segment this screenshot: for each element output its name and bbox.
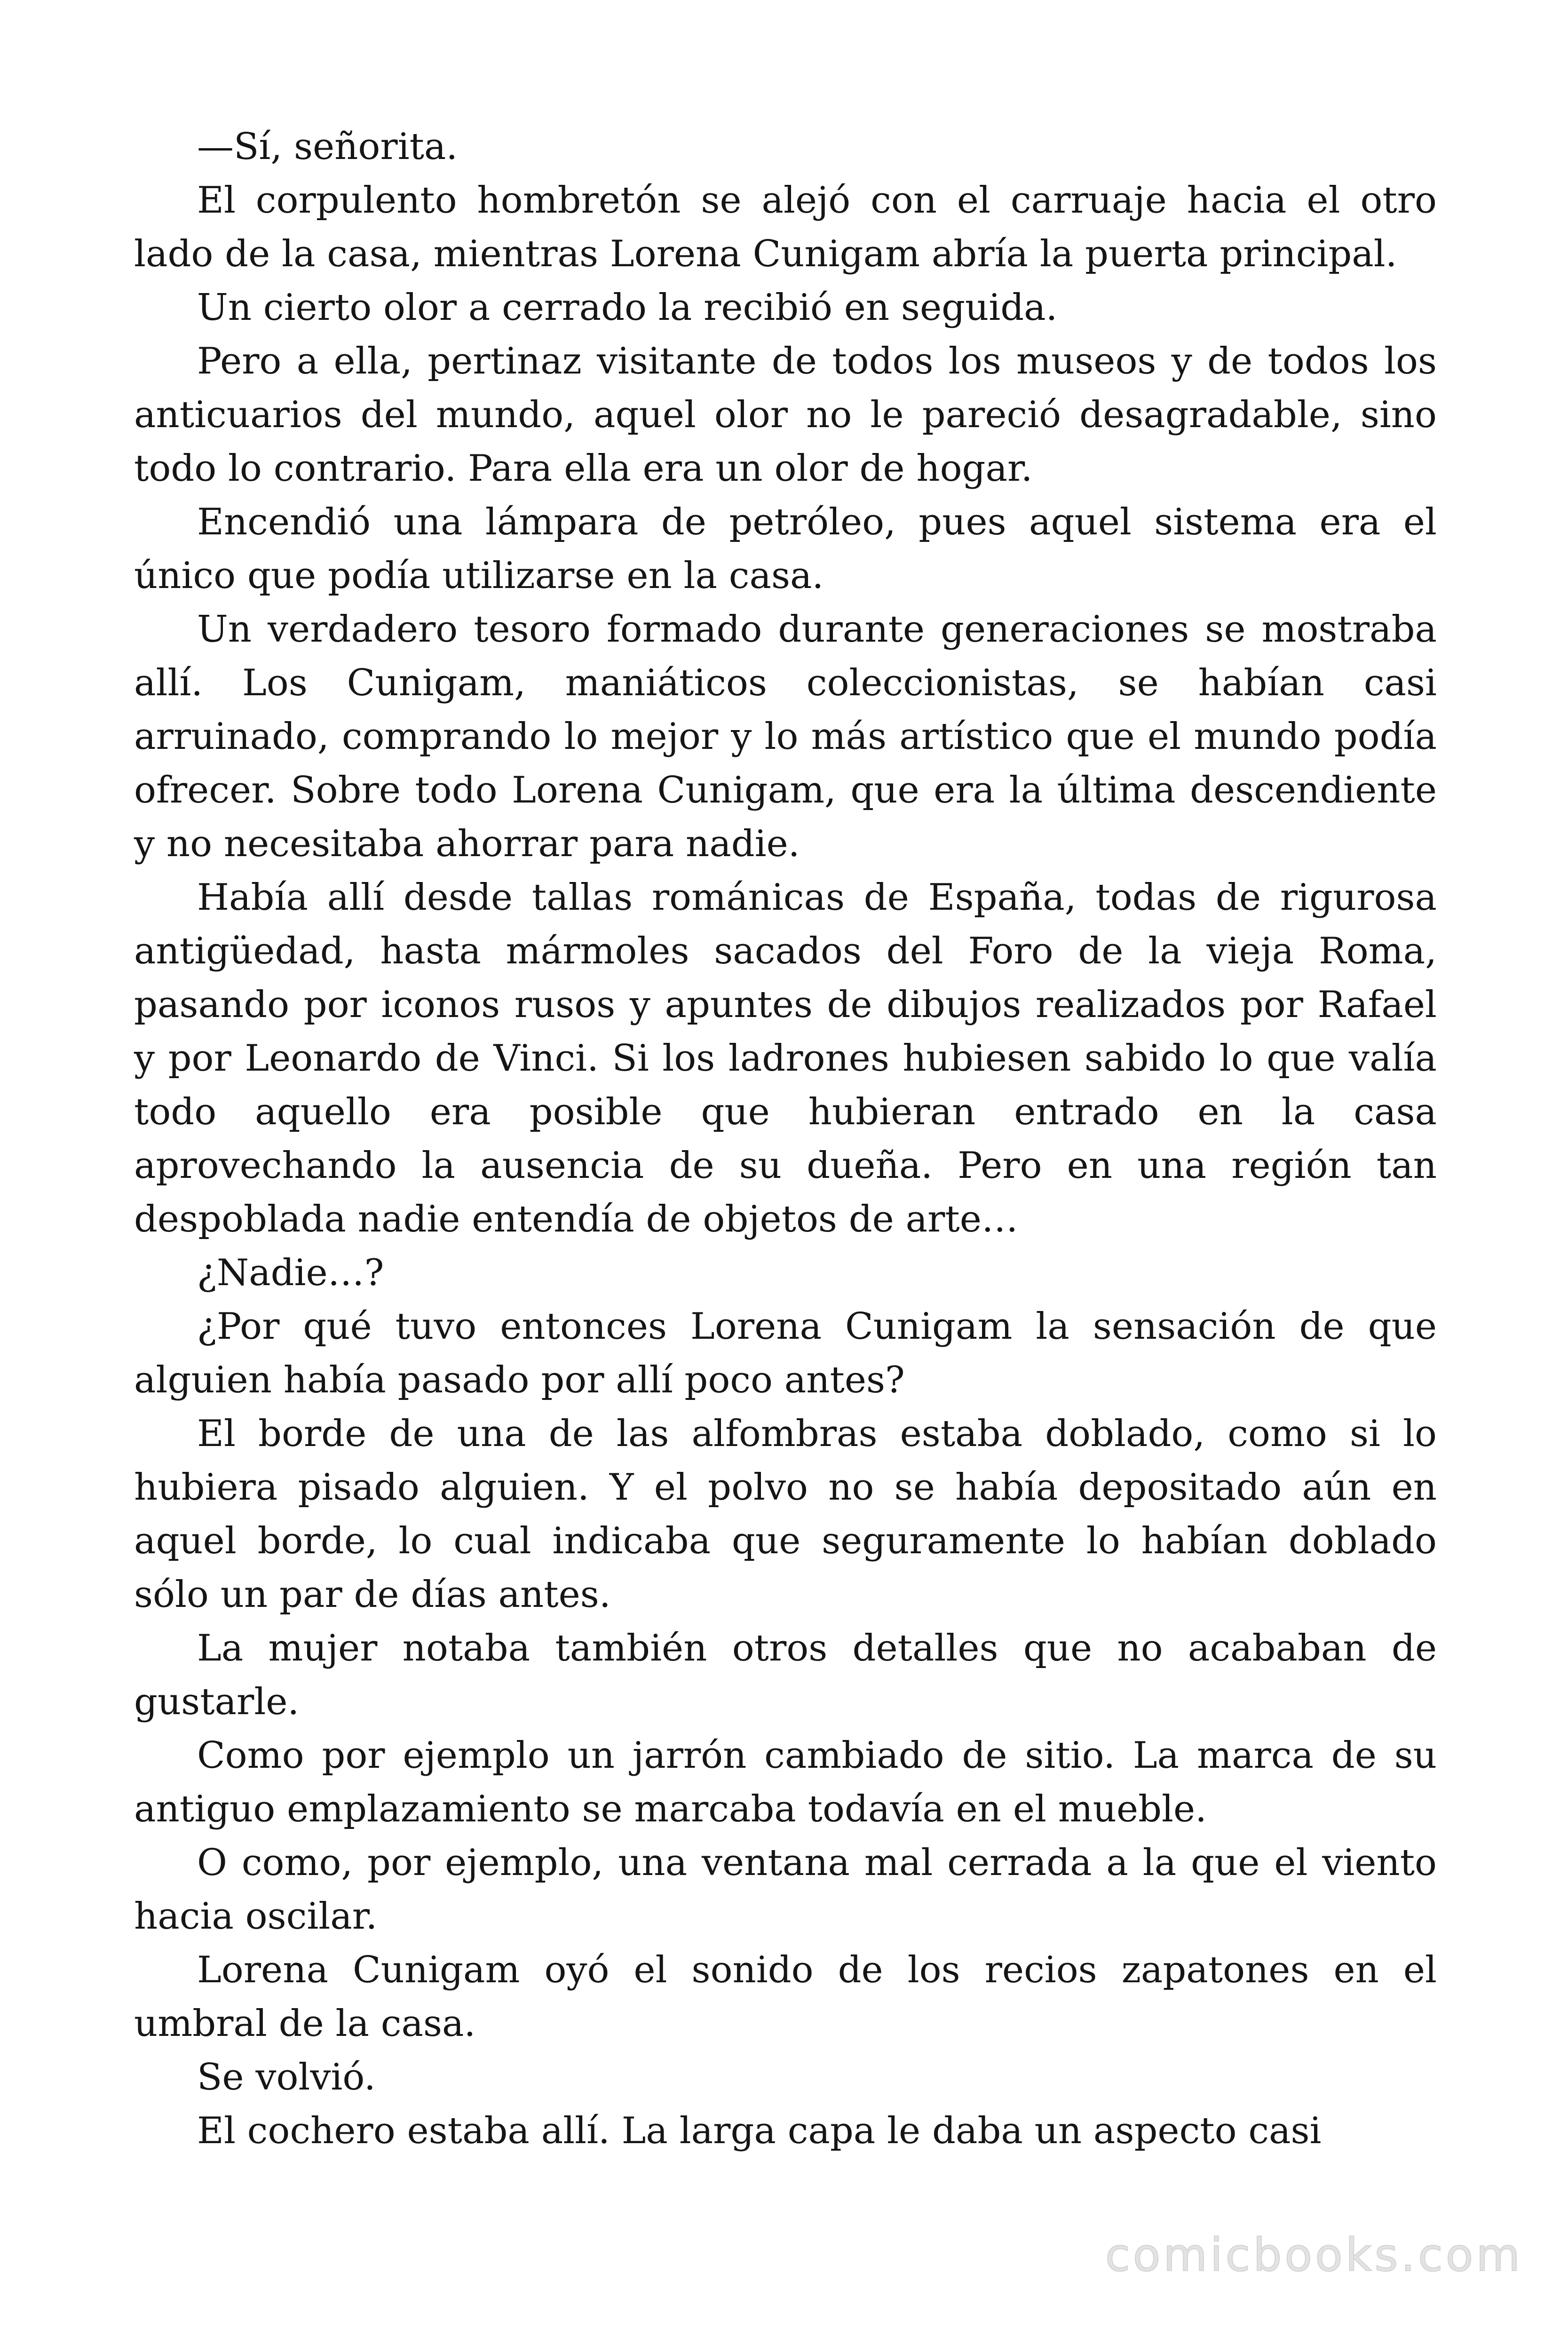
paragraph: ¿Nadie…? bbox=[197, 1252, 384, 1294]
paragraph: Lorena Cunigam oyó el sonido de los recios zapatones en el umbral de la casa. bbox=[134, 1949, 1437, 2045]
paragraph: El borde de una de las alfombras estaba doblado, como si lo hubiera pisado alguien. Y el polvo no se había depositado aún en aquel borde, lo cual indicaba que seguramente lo habían doblado sólo un par de días antes. bbox=[134, 1413, 1437, 1616]
paragraph: El cochero estaba allí. La larga capa le daba un aspecto casi bbox=[197, 2110, 1322, 2152]
paragraph: Se volvió. bbox=[197, 2056, 376, 2098]
paragraph: ¿Por qué tuvo entonces Lorena Cunigam la sensación de que alguien había pasado por allí poco antes? bbox=[134, 1305, 1437, 1401]
paragraph: La mujer notaba también otros detalles que no acababan de gustarle. bbox=[134, 1627, 1437, 1723]
paragraph: Un cierto olor a cerrado la recibió en seguida. bbox=[197, 286, 1058, 329]
page-text bbox=[134, 120, 1437, 2158]
watermark: comicbooks.com bbox=[1105, 2229, 1523, 2281]
paragraph: Encendió una lámpara de petróleo, pues aquel sistema era el único que podía utilizarse en la casa. bbox=[134, 501, 1437, 597]
paragraph: —Sí, señorita. bbox=[197, 126, 458, 168]
paragraph: O como, por ejemplo, una ventana mal cerrada a la que el viento hacia oscilar. bbox=[134, 1842, 1437, 1938]
paragraph: Pero a ella, pertinaz visitante de todos los museos y de todos los anticuarios del mundo, aquel olor no le pareció desagradable, sino todo lo contrario. Para ella era un olor de hogar. bbox=[134, 340, 1437, 490]
paragraph: Había allí desde tallas románicas de España, todas de rigurosa antigüedad, hasta mármoles sacados del Foro de la vieja Roma, pasando por iconos rusos y apuntes de dibujos realizados por Rafael y por Leonardo de Vinci. Si los ladrones hubiesen sabido lo que valía todo aquello era posible que hubieran entrado en la casa aprovechando la ausencia de su dueña. Pero en una región tan despoblada nadie entendía de objetos de arte… bbox=[134, 876, 1437, 1240]
paragraph: Como por ejemplo un jarrón cambiado de sitio. La marca de su antiguo emplazamiento se marcaba todavía en el mueble. bbox=[134, 1734, 1437, 1830]
paragraph: El corpulento hombretón se alejó con el carruaje hacia el otro lado de la casa, mientras Lorena Cunigam abría la puerta principal. bbox=[134, 179, 1437, 275]
paragraph: Un verdadero tesoro formado durante generaciones se mostraba allí. Los Cunigam, maniáticos coleccionistas, se habían casi arruinado, comprando lo mejor y lo más artístico que el mundo podía ofrecer. Sobre todo Lorena Cunigam, que era la última descendiente y no necesitaba ahorrar para nadie. bbox=[134, 608, 1437, 865]
